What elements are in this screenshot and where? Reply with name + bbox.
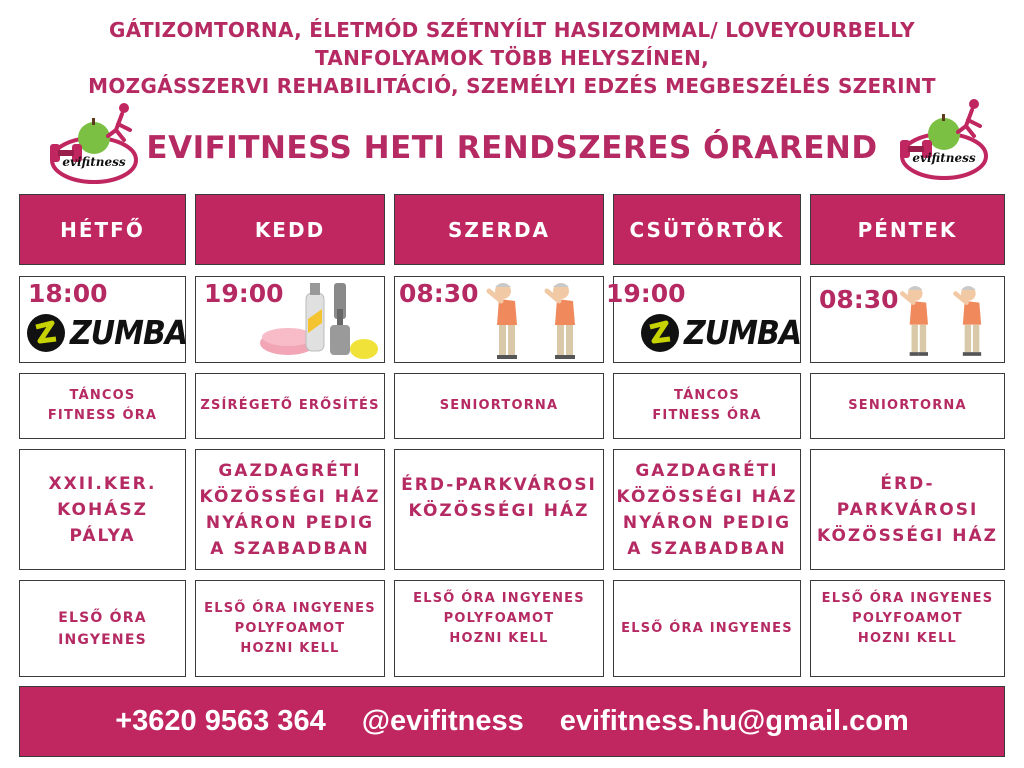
class-tuesday: ZSÍRÉGETŐ ERŐSÍTÉS <box>195 373 385 439</box>
header-text-block <box>0 16 1024 100</box>
class-friday: SENIORTORNA <box>810 373 1005 439</box>
location-wednesday: ÉRD-PARKVÁROSI KÖZÖSSÉGI HÁZ <box>394 449 604 570</box>
senior-exercise-picture <box>895 279 1005 363</box>
schedule-slot-thursday <box>606 276 802 363</box>
contact-social-handle: @evifitness <box>361 705 524 737</box>
header-line-1: GÁTIZOMTORNA, ÉLETMÓD SZÉTNYÍLT HASIZOMMAL/ LOVEYOURBELLY <box>109 18 915 42</box>
zumba-wordmark: ZUMBA <box>70 313 188 353</box>
schedule-slot-monday <box>19 276 186 363</box>
location-monday: XXII.KER. KOHÁSZ PÁLYA <box>19 449 186 570</box>
contact-phone: +3620 9563 364 <box>115 705 326 737</box>
note-thursday: ELSŐ ÓRA INGYENES <box>613 580 801 677</box>
contact-footer <box>19 686 1005 757</box>
class-wednesday: SENIORTORNA <box>394 373 604 439</box>
location-friday: ÉRD- PARKVÁROSI KÖZÖSSÉGI HÁZ <box>810 449 1005 570</box>
note-wednesday: ELSŐ ÓRA INGYENES POLYFOAMOT HOZNI KELL <box>394 580 604 677</box>
contact-email: evifitness.hu@gmail.com <box>559 705 909 737</box>
zumba-emblem-icon <box>26 313 66 353</box>
logo-right-text: evifitness <box>912 151 976 165</box>
class-thursday: TÁNCOS FITNESS ÓRA <box>613 373 801 439</box>
fitness-equipment-picture <box>258 279 382 363</box>
time-wednesday: 08:30 <box>399 279 479 308</box>
day-header-tuesday: KEDD <box>195 194 385 265</box>
note-tuesday: ELSŐ ÓRA INGYENES POLYFOAMOT HOZNI KELL <box>195 580 385 677</box>
logo-left-text: evifitness <box>62 155 126 169</box>
time-friday: 08:30 <box>819 285 899 314</box>
schedule-slot-tuesday <box>195 276 385 363</box>
zumba-wordmark: ZUMBA <box>684 313 802 353</box>
time-monday: 18:00 <box>28 279 108 308</box>
zumba-logo <box>26 313 187 353</box>
note-monday: ELSŐ ÓRA INGYENES <box>19 580 186 677</box>
day-header-wednesday: SZERDA <box>394 194 604 265</box>
day-header-friday: PÉNTEK <box>810 194 1005 265</box>
location-tuesday: GAZDAGRÉTI KÖZÖSSÉGI HÁZ NYÁRON PEDIG A SZABADBAN <box>195 449 385 570</box>
zumba-logo <box>640 313 801 353</box>
time-tuesday: 19:00 <box>204 279 284 308</box>
day-header-thursday: CSÜTÖRTÖK <box>613 194 801 265</box>
header-line-3: MOZGÁSSZERVI REHABILITÁCIÓ, SZEMÉLYI EDZÉS MEGBESZÉLÉS SZERINT <box>88 74 936 98</box>
class-monday: TÁNCOS FITNESS ÓRA <box>19 373 186 439</box>
schedule-slot-friday <box>810 276 1005 363</box>
header-line-2: TANFOLYAMOK TÖBB HELYSZÍNEN, <box>314 46 710 70</box>
note-friday: ELSŐ ÓRA INGYENES POLYFOAMOT HOZNI KELL <box>810 580 1005 677</box>
time-thursday: 19:00 <box>606 279 686 308</box>
zumba-emblem-icon <box>640 313 680 353</box>
evifitness-logo-right <box>892 96 992 186</box>
schedule-slot-wednesday <box>394 276 604 363</box>
location-thursday: GAZDAGRÉTI KÖZÖSSÉGI HÁZ NYÁRON PEDIG A SZABADBAN <box>613 449 801 570</box>
day-header-monday: HÉTFŐ <box>19 194 186 265</box>
page-title: EVIFITNESS HETI RENDSZERES ÓRAREND <box>146 130 878 166</box>
senior-exercise-picture <box>481 279 601 363</box>
